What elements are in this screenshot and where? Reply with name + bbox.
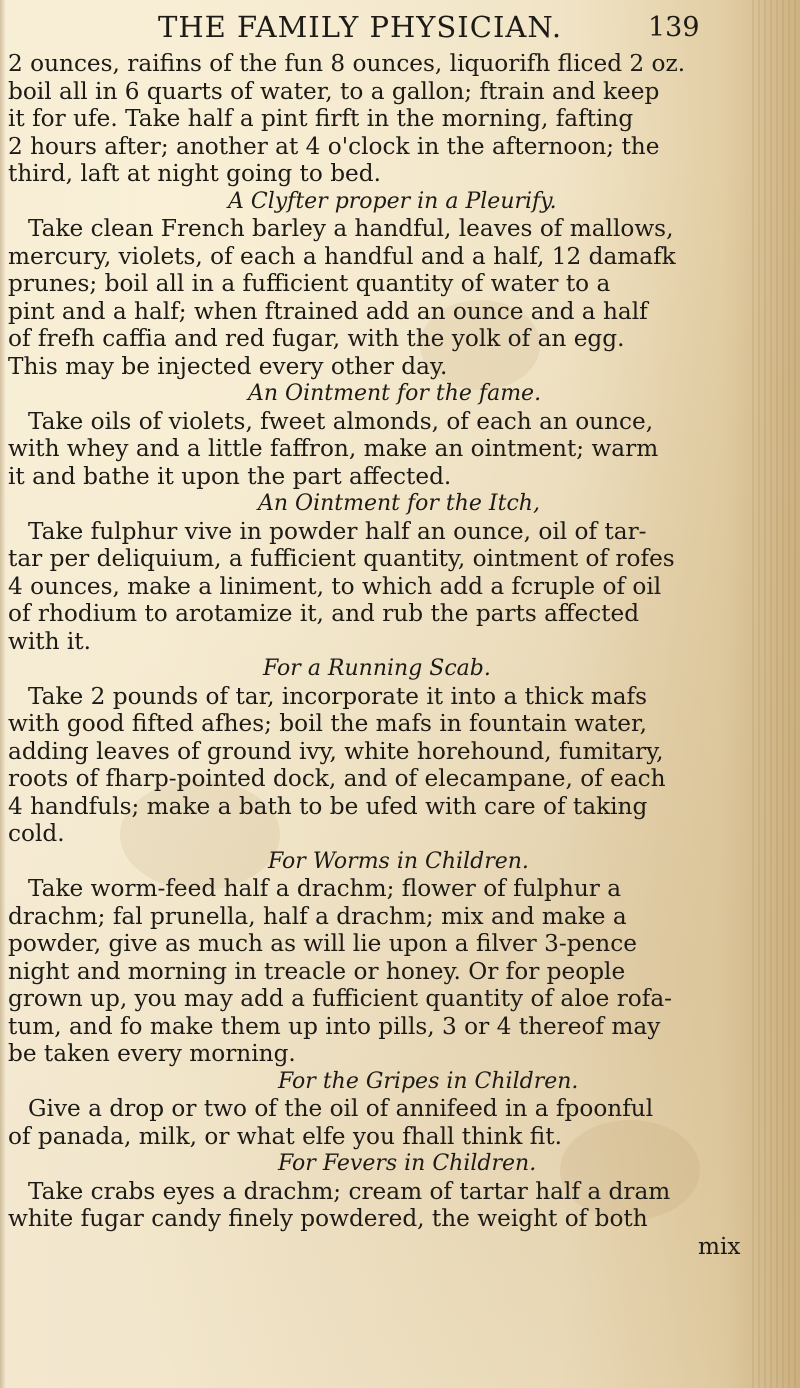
page-number: 139 (648, 12, 700, 43)
text-line: it and bathe it upon the part affected. (8, 462, 452, 490)
section-heading: For Worms in Children. (268, 848, 529, 874)
page-gutter-shadow (0, 0, 6, 1388)
text-line: mercury, violets, of each a handful and a half, 12 damafk (8, 242, 676, 270)
text-line: Take worm-feed half a drachm; flower of fulphur a (28, 875, 622, 902)
text-line: of rhodium to arotamize it, and rub the parts affected (8, 600, 640, 627)
text-line: Take clean French barley a handful, leaves of mallows, (28, 215, 674, 242)
section-heading: For the Gripes in Children. (278, 1068, 579, 1094)
text-line: adding leaves of ground ivy, white horehound, fumitary, (8, 737, 664, 765)
text-line: prunes; boil all in a fufficient quantity of water to a (8, 270, 611, 297)
text-line: with it. (8, 627, 91, 655)
text-line: cold. (8, 820, 65, 847)
text-line: Take fulphur vive in powder half an ounce, oil of tar- (28, 517, 647, 545)
text-line: third, laft at night going to bed. (8, 160, 381, 187)
section-heading: An Ointment for the fame. (248, 381, 542, 406)
text-line: powder, give as much as will lie upon a filver 3-pence (8, 930, 637, 957)
text-line: drachm; fal prunella, half a drachm; mix and make a (8, 902, 627, 930)
text-line: Take crabs eyes a drachm; cream of tartar half a dram (28, 1177, 671, 1205)
section-heading: A Clyfter proper in a Pleurify. (228, 188, 557, 214)
text-line: of frefh caffia and red fugar, with the yolk of an egg. (8, 325, 625, 352)
section-heading: For a Running Scab. (263, 656, 491, 681)
text-line: grown up, you may add a fufficient quantity of aloe rofa- (8, 985, 672, 1012)
text-line: tum, and fo make them up into pills, 3 or 4 thereof may (8, 1012, 661, 1040)
text-line: boil all in 6 quarts of water, to a gallon; ftrain and keep (8, 77, 660, 105)
page-header (8, 6, 760, 50)
text-line: night and morning in treacle or honey. Or for people (8, 957, 626, 985)
text-line: 2 ounces, raifins of the fun 8 ounces, liquorifh fliced 2 oz. (8, 50, 686, 77)
text-line: it for ufe. Take half a pint firft in the morning, fafting (8, 105, 634, 132)
running-head: THE FAMILY PHYSICIAN. (158, 10, 563, 44)
text-line: 2 hours after; another at 4 o'clock in the afternoon; the (8, 132, 660, 160)
text-line: Give a drop or two of the oil of annifeed in a fpoonful (28, 1095, 654, 1122)
text-line: 4 ounces, make a liniment, to which add a fcruple of oil (8, 572, 662, 600)
text-line: with good fifted afhes; boil the mafs in fountain water, (8, 710, 647, 737)
section-heading: For Fevers in Children. (278, 1151, 537, 1176)
text-line: 4 handfuls; make a bath to be ufed with care of taking (8, 792, 648, 820)
text-line: Take oils of violets, fweet almonds, of each an ounce, (28, 407, 654, 435)
text-block (8, 50, 760, 1260)
page-content (8, 6, 760, 1260)
text-line: with whey and a little faffron, make an ointment; warm (8, 435, 659, 462)
text-line: Take 2 pounds of tar, incorporate it into a thick mafs (28, 682, 648, 710)
text-line: roots of fharp-pointed dock, and of elecampane, of each (8, 765, 666, 792)
text-line: mix (698, 1232, 741, 1260)
text-line: This may be injected every other day. (8, 352, 448, 380)
text-line: of panada, milk, or what elfe you fhall think fit. (8, 1122, 562, 1150)
text-line: white fugar candy finely powdered, the weight of both (8, 1205, 648, 1232)
text-line: pint and a half; when ftrained add an ounce and a half (8, 297, 648, 325)
text-line: tar per deliquium, a fufficient quantity, ointment of rofes (8, 545, 675, 572)
section-heading: An Ointment for the Itch, (258, 491, 540, 516)
text-line: be taken every morning. (8, 1040, 296, 1067)
